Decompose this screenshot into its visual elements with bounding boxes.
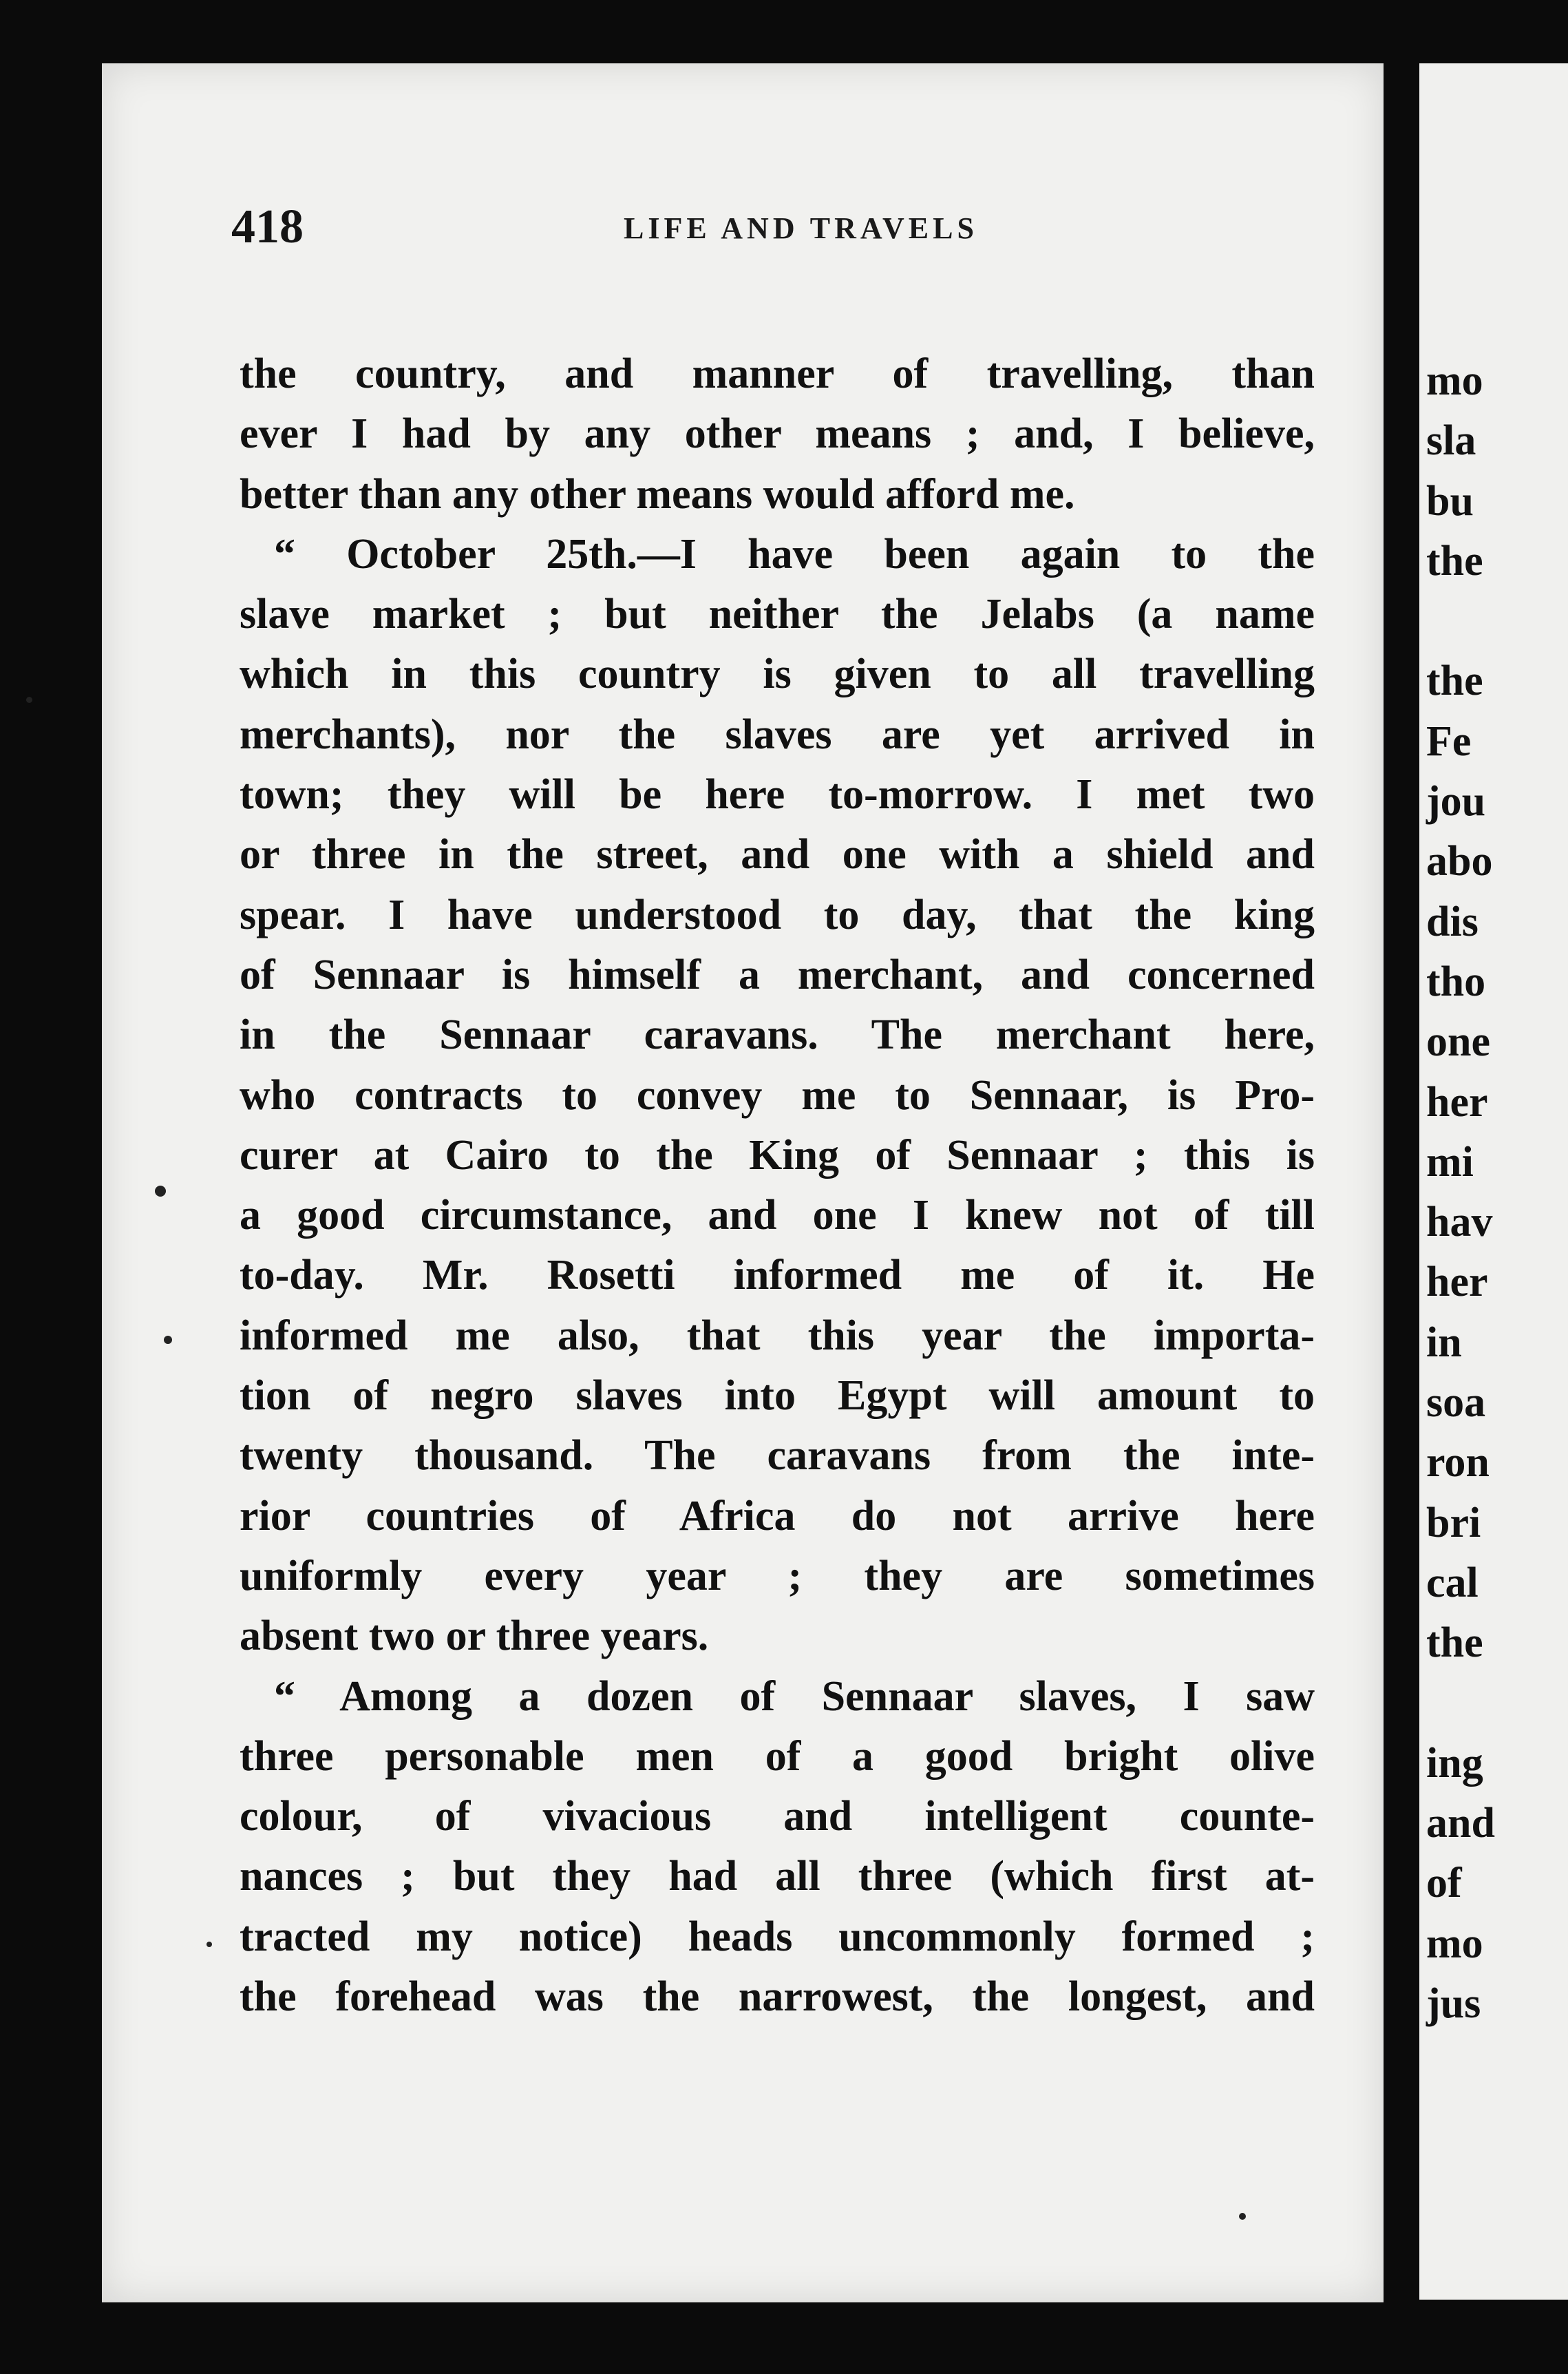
facing-line bbox=[1426, 1674, 1495, 1734]
running-head: LIFE AND TRAVELS bbox=[624, 211, 978, 245]
ink-speck bbox=[164, 1336, 172, 1344]
text-line: merchants), nor the slaves are yet arrived in bbox=[240, 711, 1315, 758]
text-line: “ Among a dozen of Sennaar slaves, I saw bbox=[274, 1672, 1315, 1720]
facing-line: of bbox=[1426, 1860, 1462, 1907]
facing-line: tho bbox=[1426, 958, 1486, 1005]
facing-line: and bbox=[1426, 1800, 1495, 1847]
ink-speck bbox=[155, 1186, 166, 1197]
text-line: which in this country is given to all travelling bbox=[240, 651, 1315, 698]
facing-line: bu bbox=[1426, 477, 1474, 525]
facing-line: the bbox=[1426, 658, 1483, 705]
facing-line: soa bbox=[1426, 1379, 1486, 1427]
text-line: three personable men of a good bright olive bbox=[240, 1732, 1315, 1780]
ink-speck bbox=[1239, 2213, 1246, 2220]
facing-line: mo bbox=[1426, 357, 1483, 404]
text-line: nances ; but they had all three (which first at- bbox=[240, 1853, 1315, 1900]
text-line: slave market ; but neither the Jelabs (a name bbox=[240, 591, 1315, 638]
facing-line: hav bbox=[1426, 1199, 1493, 1246]
book-page-right bbox=[1419, 63, 1568, 2300]
facing-page-text bbox=[1426, 351, 1495, 2034]
facing-line: abo bbox=[1426, 838, 1493, 885]
text-line: curer at Cairo to the King of Sennaar ; this is bbox=[240, 1131, 1315, 1179]
ink-speck bbox=[206, 1942, 212, 1947]
text-line: the country, and manner of travelling, than bbox=[240, 350, 1315, 397]
facing-line: one bbox=[1426, 1018, 1490, 1066]
text-line: the forehead was the narrowest, the longest, and bbox=[240, 1973, 1315, 2021]
facing-line: mo bbox=[1426, 1920, 1483, 1967]
facing-line: Fe bbox=[1426, 717, 1472, 765]
facing-line: dis bbox=[1426, 898, 1479, 945]
text-line: ever I had by any other means ; and, I believe, bbox=[240, 410, 1315, 458]
page-header bbox=[231, 200, 1319, 262]
facing-line bbox=[1426, 591, 1495, 651]
text-line: tion of negro slaves into Egypt will amount to bbox=[240, 1372, 1315, 1420]
facing-line: the bbox=[1426, 1619, 1483, 1667]
text-line: town; they will be here to-morrow. I met two bbox=[240, 771, 1315, 819]
text-line: informed me also, that this year the importa- bbox=[240, 1312, 1315, 1359]
text-line: “ October 25th.—I have been again to the bbox=[274, 530, 1315, 578]
facing-line: mi bbox=[1426, 1138, 1474, 1186]
text-line: or three in the street, and one with a shield and bbox=[240, 831, 1315, 879]
text-line: spear. I have understood to day, that the king bbox=[240, 891, 1315, 938]
page-number: 418 bbox=[231, 200, 304, 253]
text-line: better than any other means would afford me. bbox=[240, 470, 1075, 518]
text-line: colour, of vivacious and intelligent counte- bbox=[240, 1793, 1315, 1840]
facing-line: sla bbox=[1426, 417, 1476, 465]
facing-line: jus bbox=[1426, 1980, 1481, 2028]
facing-line: in bbox=[1426, 1319, 1462, 1366]
facing-line: cal bbox=[1426, 1559, 1479, 1606]
facing-line: bri bbox=[1426, 1499, 1481, 1546]
facing-line: ron bbox=[1426, 1439, 1490, 1487]
text-line: who contracts to convey me to Sennaar, is Pro- bbox=[240, 1071, 1315, 1119]
text-line: to-day. Mr. Rosetti informed me of it. He bbox=[240, 1252, 1315, 1299]
ink-speck bbox=[26, 697, 32, 703]
text-line: uniformly every year ; they are sometimes bbox=[240, 1552, 1315, 1599]
facing-line: the bbox=[1426, 537, 1483, 585]
text-line: rior countries of Africa do not arrive here bbox=[240, 1492, 1315, 1540]
body-text bbox=[240, 344, 1315, 2027]
text-line: in the Sennaar caravans. The merchant here, bbox=[240, 1011, 1315, 1059]
facing-line: jou bbox=[1426, 778, 1486, 826]
text-line: a good circumstance, and one I knew not of till bbox=[240, 1192, 1315, 1239]
text-line: of Sennaar is himself a merchant, and concerned bbox=[240, 951, 1315, 998]
text-line: twenty thousand. The caravans from the inte- bbox=[240, 1432, 1315, 1480]
text-line: absent two or three years. bbox=[240, 1613, 709, 1660]
facing-line: her bbox=[1426, 1259, 1488, 1306]
facing-line: her bbox=[1426, 1078, 1488, 1126]
facing-line: ing bbox=[1426, 1739, 1483, 1787]
text-line: tracted my notice) heads uncommonly formed ; bbox=[240, 1913, 1315, 1960]
